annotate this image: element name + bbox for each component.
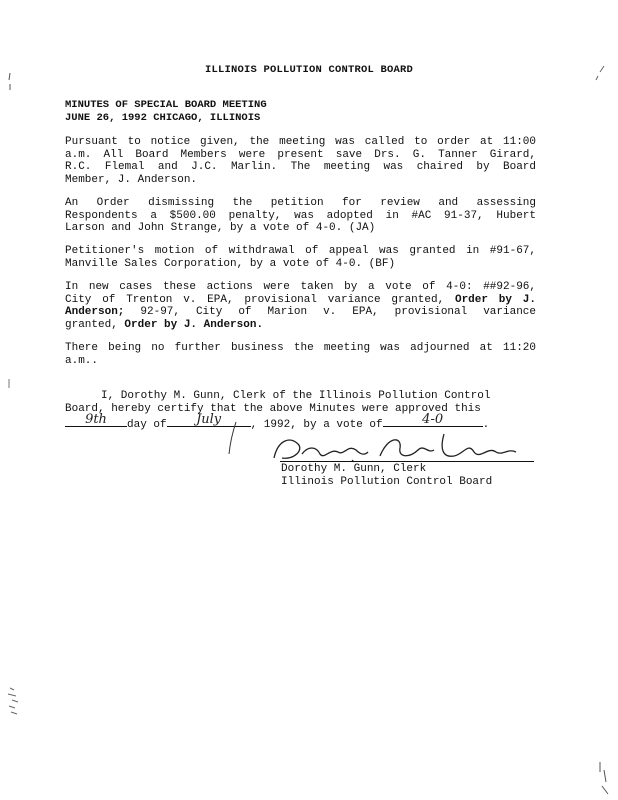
pen-stroke-mark (226, 420, 240, 456)
vote-blank (383, 411, 483, 427)
board-title: ILLINOIS POLLUTION CONTROL BOARD (204, 64, 414, 76)
clerk-certification (65, 390, 536, 432)
text-line: I, Dorothy M. Gunn, Clerk of the Illinois Pollution Control (101, 390, 491, 402)
day-blank (65, 411, 127, 427)
signature-line (280, 461, 534, 462)
text-line: Larson and John Strange, by a vote of 4-0. (JA) (65, 222, 376, 235)
scan-speck-mark (6, 686, 24, 716)
text-segment: day of (127, 419, 167, 432)
signer-organization: Illinois Pollution Control Board (281, 476, 493, 488)
text-line: Board, hereby certify that the above Minutes were approved this (65, 402, 481, 415)
scan-speck-mark (596, 760, 612, 796)
text-line (65, 294, 536, 307)
text-segment: . (482, 419, 490, 432)
text-line: Member, J. Anderson. (65, 173, 198, 186)
heading-line-2: JUNE 26, 1992 CHICAGO, ILLINOIS (65, 112, 261, 124)
text-line: Manville Sales Corporation, by a vote of 4-0. (BF) (65, 257, 396, 270)
text-line: Pursuant to notice given, the meeting was called to order at 11:00 (65, 136, 536, 148)
paragraph-new-cases (65, 281, 536, 331)
text-line: R.C. Flemal and J.C. Marlin. The meeting was chaired by Board (65, 161, 536, 174)
signature-block (281, 463, 492, 489)
paragraph-order-ac-91-37 (65, 197, 536, 235)
text-line: a.m.. (65, 354, 99, 367)
paragraph-adjournment (65, 342, 536, 367)
signer-name: Dorothy M. Gunn, Clerk (281, 463, 427, 475)
text-line: Petitioner's motion of withdrawal of appeal was granted in #91-67, (65, 245, 536, 257)
text-line: Respondents a $500.00 penalty, was adopted in #AC 91-37, Hubert (65, 209, 536, 222)
text-line: An Order dismissing the petition for review and assessing (65, 197, 536, 209)
text-line (65, 306, 536, 319)
text-segment: granted, (65, 318, 125, 331)
handwritten-day: 9th (85, 411, 107, 427)
bold-text: Anderson; (65, 306, 125, 319)
scan-speck-mark (592, 64, 606, 84)
text-line: a.m. All Board Members were present save Drs. G. Tanner Girard, (65, 148, 536, 161)
text-segment: City of Trenton v. EPA, provisional variance granted, (65, 293, 455, 306)
scan-speck-mark (6, 72, 14, 92)
scan-speck-mark (6, 378, 12, 390)
paragraph-withdrawal (65, 245, 536, 270)
text-segment: 92-97, City of Marion v. EPA, provisional variance (124, 306, 536, 319)
text-line: In new cases these actions were taken by a vote of 4-0: ##92-96, (65, 281, 536, 293)
paragraph-call-to-order (65, 136, 536, 186)
bold-text: Order by J. Anderson. (124, 318, 264, 331)
minutes-heading (65, 99, 267, 125)
heading-line-1: MINUTES OF SPECIAL BOARD MEETING (65, 99, 267, 111)
handwritten-vote: 4-0 (422, 411, 444, 427)
bold-text: Order by J. (454, 293, 536, 306)
handwritten-month: July (196, 411, 222, 427)
text-line (65, 319, 536, 332)
text-segment: , 1992, by a vote of (250, 419, 383, 432)
text-line: There being no further business the meeting was adjourned at 11:20 (65, 342, 536, 354)
